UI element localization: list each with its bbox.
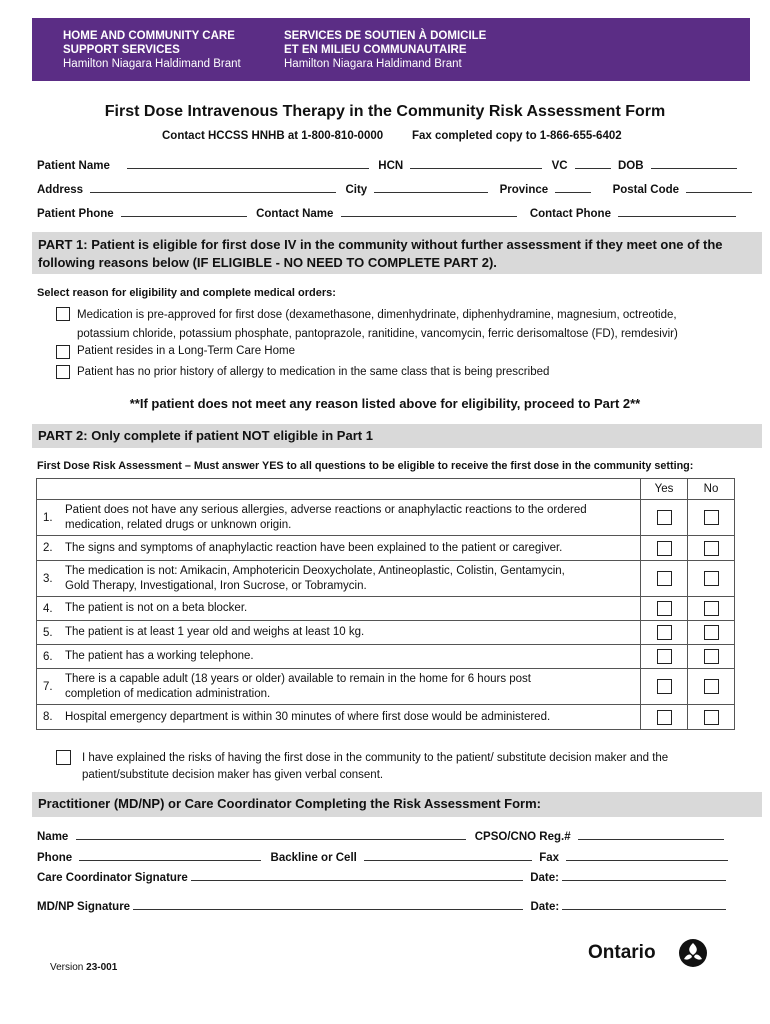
question-text <box>59 669 641 705</box>
city-field[interactable] <box>374 181 488 193</box>
header-left-line1: HOME AND COMMUNITY CARE <box>63 30 235 42</box>
question-text <box>59 536 641 561</box>
part2-heading: PART 2: Only complete if patient NOT eligible in Part 1 <box>32 424 762 448</box>
no-checkbox[interactable] <box>704 510 719 525</box>
practitioner-row-4 <box>37 898 730 913</box>
hcn-label: HCN <box>378 160 404 172</box>
contact-name-label: Contact Name <box>256 208 334 220</box>
no-checkbox[interactable] <box>704 571 719 586</box>
part1-option2-checkbox[interactable] <box>56 345 70 359</box>
question-line1: The patient has a working telephone. <box>65 650 254 662</box>
cpso-label: CPSO/CNO Reg.# <box>474 831 571 843</box>
yes-cell <box>641 705 688 730</box>
vc-label: VC <box>551 160 568 172</box>
question-line2: Gold Therapy, Investigational, Iron Sucrose, or Tobramycin. <box>65 579 367 592</box>
table-row <box>37 645 735 669</box>
md-signature-label: MD/NP Signature <box>37 901 131 913</box>
part1-option3-text: Patient has no prior history of allergy to medication in the same class that is being prescribed <box>77 366 550 378</box>
table-header-blank <box>37 479 641 500</box>
table-row <box>37 500 735 536</box>
city-label: City <box>345 184 368 196</box>
question-text <box>59 597 641 621</box>
backline-field[interactable] <box>364 849 532 861</box>
question-number: 7. <box>37 669 60 705</box>
table-row <box>37 536 735 561</box>
yes-cell <box>641 645 688 669</box>
yes-checkbox[interactable] <box>657 679 672 694</box>
practitioner-row-3 <box>37 869 730 884</box>
no-checkbox[interactable] <box>704 541 719 556</box>
no-cell <box>688 645 735 669</box>
contact-phone-info: Contact HCCSS HNHB at 1-800-810-0000 <box>162 130 384 142</box>
question-text <box>59 705 641 730</box>
date2-label: Date: <box>530 901 560 913</box>
part2-instruction: First Dose Risk Assessment – Must answer YES to all questions to be eligible to receive the first dose in the community setting: <box>37 460 694 472</box>
no-checkbox[interactable] <box>704 601 719 616</box>
question-line2: medication, related drugs or unknown origin. <box>65 518 292 531</box>
date1-field[interactable] <box>562 869 726 881</box>
header-right-line1: SERVICES DE SOUTIEN À DOMICILE <box>284 30 487 42</box>
practitioner-row-1 <box>37 828 728 843</box>
postal-code-label: Postal Code <box>612 184 680 196</box>
ontario-wordmark: Ontario <box>588 942 656 963</box>
part1-option1-line1: Medication is pre-approved for first dose (dexamethasone, dimenhydrinate, diphenhydramine, magnesium, octreotide, <box>77 309 677 321</box>
table-row <box>37 561 735 597</box>
practitioner-row-2 <box>37 849 732 864</box>
header-left-line3: Hamilton Niagara Haldimand Brant <box>63 58 241 70</box>
header-right-line2: ET EN MILIEU COMMUNAUTAIRE <box>284 44 467 56</box>
practitioner-name-field[interactable] <box>76 828 466 840</box>
table-row <box>37 597 735 621</box>
question-text <box>59 621 641 645</box>
practitioner-phone-field[interactable] <box>79 849 261 861</box>
consent-checkbox[interactable] <box>56 750 71 765</box>
address-label: Address <box>37 184 84 196</box>
no-cell <box>688 500 735 536</box>
yes-cell <box>641 536 688 561</box>
practitioner-phone-label: Phone <box>37 852 73 864</box>
province-label: Province <box>499 184 549 196</box>
yes-checkbox[interactable] <box>657 510 672 525</box>
consent-line2: patient/substitute decision maker has given verbal consent. <box>82 769 384 781</box>
fax-field[interactable] <box>566 849 728 861</box>
cc-signature-field[interactable] <box>191 869 523 881</box>
dob-label: DOB <box>617 160 644 172</box>
question-line1: The patient is not on a beta blocker. <box>65 602 248 614</box>
question-line2: completion of medication administration. <box>65 687 271 700</box>
yes-cell <box>641 500 688 536</box>
vc-field[interactable] <box>575 157 611 169</box>
version-label: Version <box>50 962 84 973</box>
yes-checkbox[interactable] <box>657 601 672 616</box>
no-checkbox[interactable] <box>704 710 719 725</box>
version-number: 23-001 <box>86 962 118 973</box>
consent-line1: I have explained the risks of having the first dose in the community to the patient/ substitute decision maker and the <box>82 752 669 764</box>
yes-checkbox[interactable] <box>657 710 672 725</box>
header-right-line3: Hamilton Niagara Haldimand Brant <box>284 58 462 70</box>
backline-label: Backline or Cell <box>270 852 357 864</box>
question-line1: Hospital emergency department is within 30 minutes of where first dose would be administered. <box>65 710 551 723</box>
patient-name-field[interactable] <box>127 157 369 169</box>
table-row <box>37 705 735 730</box>
header-left-line2: SUPPORT SERVICES <box>63 44 180 56</box>
practitioner-name-label: Name <box>37 831 69 843</box>
question-number: 6. <box>37 645 60 669</box>
cc-signature-label: Care Coordinator Signature <box>37 872 188 884</box>
yes-cell <box>641 669 688 705</box>
part1-option2-text: Patient resides in a Long-Term Care Home <box>77 345 295 357</box>
yes-checkbox[interactable] <box>657 541 672 556</box>
no-checkbox[interactable] <box>704 679 719 694</box>
yes-checkbox[interactable] <box>657 625 672 640</box>
part1-instruction: Select reason for eligibility and complete medical orders: <box>37 287 336 299</box>
yes-checkbox[interactable] <box>657 649 672 664</box>
question-number: 3. <box>37 561 60 597</box>
question-text <box>59 645 641 669</box>
table-header-row <box>37 479 735 500</box>
question-text <box>59 500 641 536</box>
question-line1: There is a capable adult (18 years or older) available to remain in the home for 6 hours post <box>65 672 532 685</box>
part1-heading: PART 1: Patient is eligible for first dose IV in the community without further assessment if they meet one of the following reasons below (IF ELIGIBLE - NO NEED TO COMPLETE PART 2). <box>32 232 762 274</box>
contact-phone-label: Contact Phone <box>529 208 611 220</box>
question-line1: The signs and symptoms of anaphylactic reaction have been explained to the patient or caregiver. <box>65 541 563 554</box>
question-line1: The patient is at least 1 year old and weighs at least 10 kg. <box>65 626 365 638</box>
contact-name-field[interactable] <box>341 205 517 217</box>
question-line1: Patient does not have any serious allergies, adverse reactions or anaphylactic reactions to the ordered <box>65 503 587 516</box>
dob-field[interactable] <box>651 157 737 169</box>
yes-cell <box>641 621 688 645</box>
date1-label: Date: <box>530 872 559 884</box>
practitioner-heading: Practitioner (MD/NP) or Care Coordinator Completing the Risk Assessment Form: <box>32 792 762 817</box>
form-title: First Dose Intravenous Therapy in the Community Risk Assessment Form <box>104 103 666 120</box>
hcn-field[interactable] <box>410 157 542 169</box>
risk-assessment-table <box>36 478 735 730</box>
contact-phone-field[interactable] <box>618 205 736 217</box>
part1-option1-checkbox[interactable] <box>56 307 70 321</box>
col-no-header: No <box>688 479 735 500</box>
no-cell <box>688 705 735 730</box>
patient-row-1 <box>37 157 741 172</box>
no-cell <box>688 536 735 561</box>
question-number: 5. <box>37 621 60 645</box>
cpso-field[interactable] <box>578 828 724 840</box>
header-french <box>284 29 486 71</box>
part1-note: **If patient does not meet any reason listed above for eligibility, proceed to Part 2** <box>129 396 641 411</box>
table-row <box>37 669 735 705</box>
md-signature-field[interactable] <box>133 898 523 910</box>
yes-cell <box>641 597 688 621</box>
patient-phone-label: Patient Phone <box>37 208 114 220</box>
no-cell <box>688 621 735 645</box>
part1-option3-checkbox[interactable] <box>56 365 70 379</box>
postal-code-field[interactable] <box>686 181 752 193</box>
question-number: 8. <box>37 705 60 730</box>
yes-checkbox[interactable] <box>657 571 672 586</box>
ontario-trillium-icon <box>678 938 708 968</box>
part1-option1-text <box>77 306 678 344</box>
no-checkbox[interactable] <box>704 625 719 640</box>
province-field[interactable] <box>555 181 591 193</box>
patient-row-2 <box>37 181 756 196</box>
question-number: 1. <box>37 500 60 536</box>
no-cell <box>688 669 735 705</box>
col-yes-header: Yes <box>641 479 688 500</box>
question-text <box>59 561 641 597</box>
patient-name-label: Patient Name <box>37 160 110 172</box>
patient-row-3 <box>37 205 740 220</box>
no-cell <box>688 561 735 597</box>
version-info <box>50 962 117 973</box>
contact-fax-info: Fax completed copy to 1-866-655-6402 <box>412 130 622 142</box>
header-banner <box>32 18 750 81</box>
address-field[interactable] <box>90 181 336 193</box>
question-number: 2. <box>37 536 60 561</box>
question-number: 4. <box>37 597 60 621</box>
consent-text <box>82 750 668 784</box>
patient-phone-field[interactable] <box>121 205 247 217</box>
no-cell <box>688 597 735 621</box>
date2-field[interactable] <box>562 898 726 910</box>
no-checkbox[interactable] <box>704 649 719 664</box>
part1-option1-line2: potassium chloride, potassium phosphate, pantoprazole, ranitidine, vancomycin, ferric derisomaltose (FD), remdesivir) <box>77 328 678 340</box>
question-line1: The medication is not: Amikacin, Amphotericin Deoxycholate, Antineoplastic, Colistin, Gentamycin, <box>65 564 565 577</box>
fax-label: Fax <box>539 852 560 864</box>
table-row <box>37 621 735 645</box>
yes-cell <box>641 561 688 597</box>
header-english <box>63 29 241 71</box>
